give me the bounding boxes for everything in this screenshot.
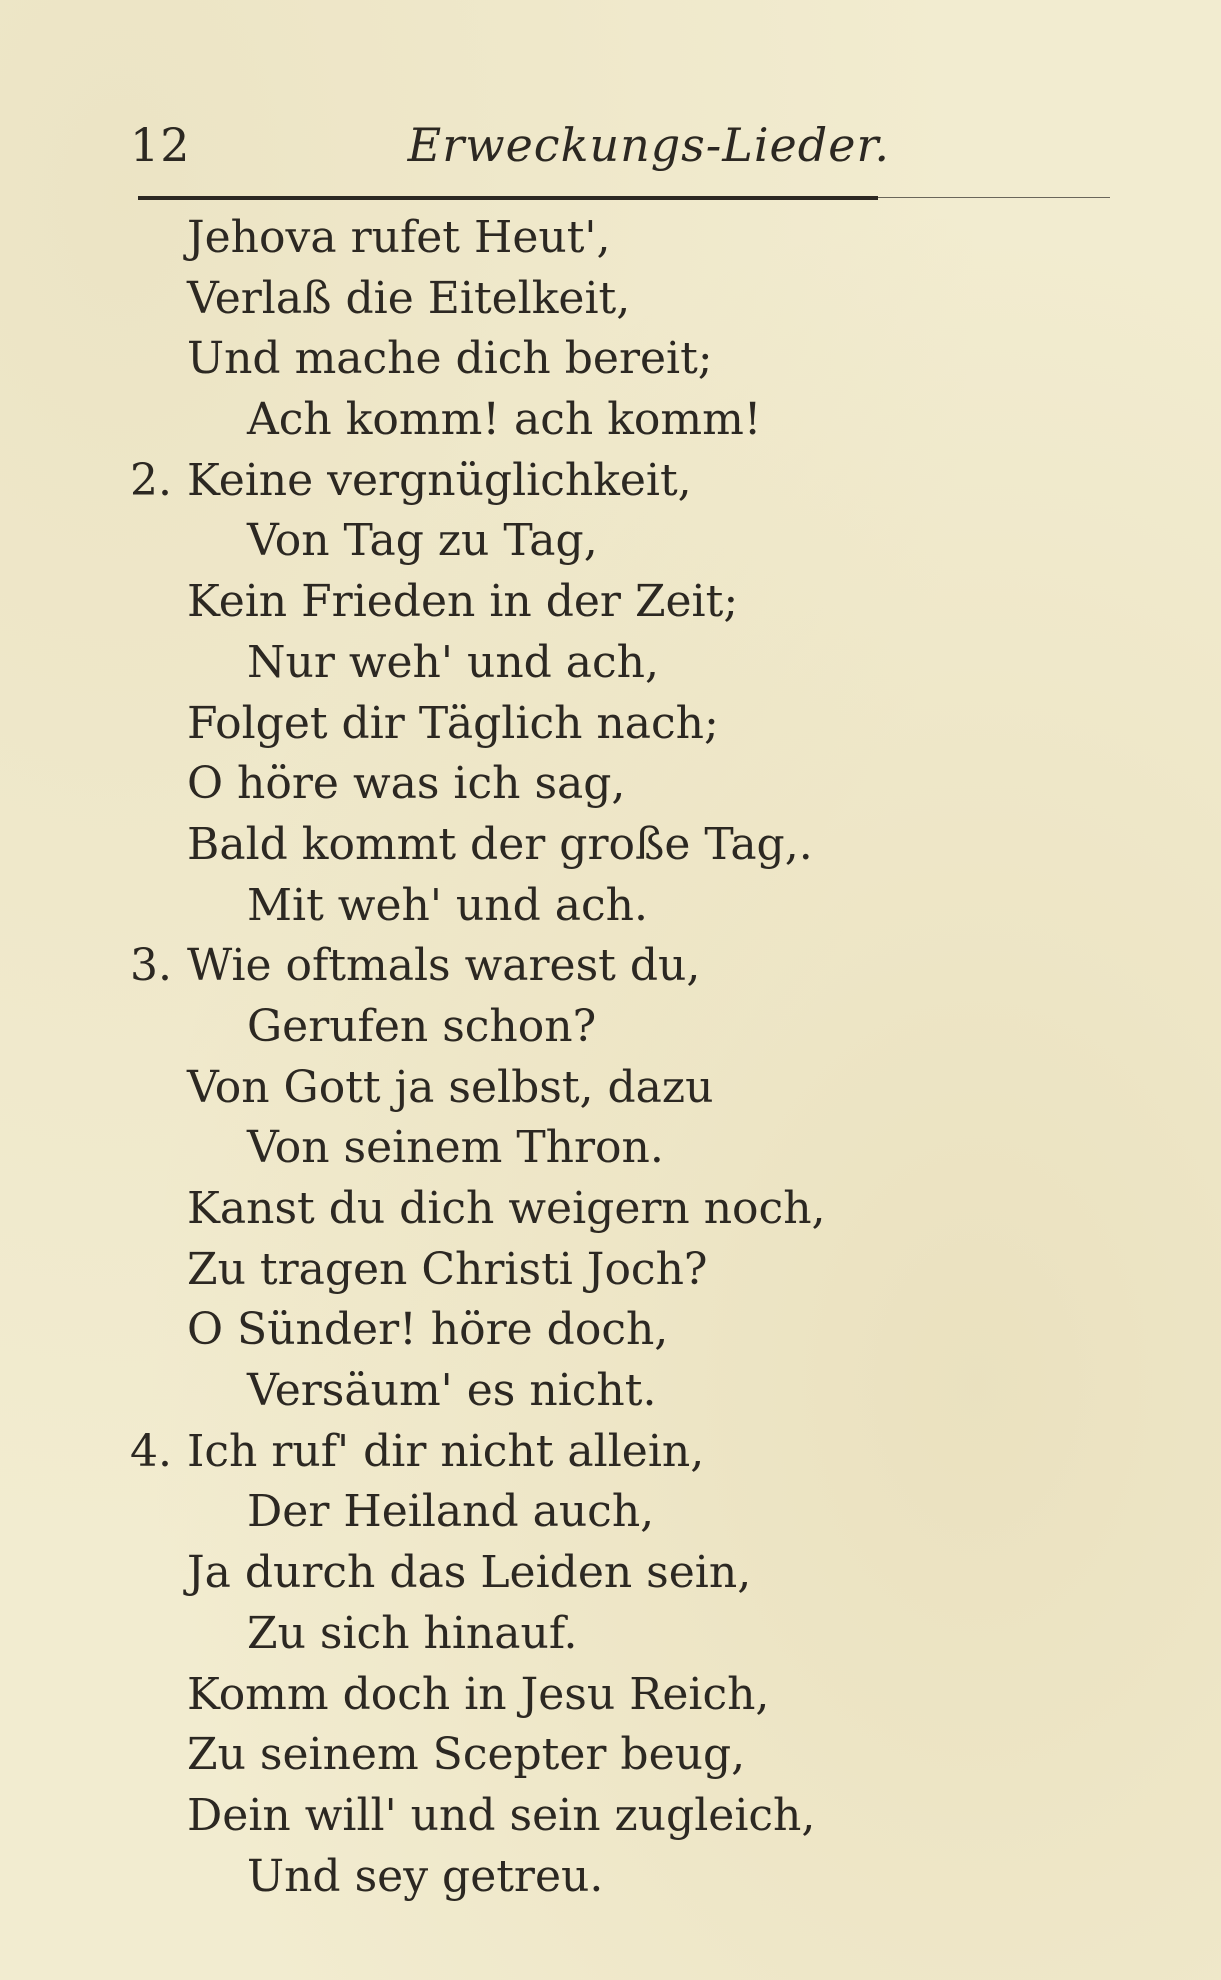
verse-line-text: Von seinem Thron.	[247, 1122, 664, 1174]
verse-line-text: Nur weh' und ach,	[247, 636, 660, 688]
verse-line-text: Bald kommt der große Tag,.	[187, 818, 813, 870]
verse-line-text: Folget dir Täglich nach;	[187, 697, 719, 749]
verse-number: 3.	[130, 940, 172, 992]
verse-line-text: Wie oftmals warest du,	[187, 940, 701, 992]
verse-line-text: Zu seinem Scepter beug,	[187, 1729, 746, 1781]
verse-line	[130, 1665, 1080, 1726]
verse-line-text: Zu tragen Christi Joch?	[187, 1243, 708, 1295]
verse-line-text: Mit weh' und ach.	[247, 879, 648, 931]
verse-line	[130, 1786, 1080, 1847]
verse-line	[130, 694, 1080, 755]
verse-line	[130, 208, 1080, 269]
verse-line-text: Der Heiland auch,	[247, 1486, 655, 1538]
verse-number: 2.	[130, 454, 172, 506]
page-header	[130, 118, 890, 178]
verse-line-text: Jehova rufet Heut',	[187, 212, 611, 263]
verse-line	[130, 997, 1080, 1058]
header-rule-tail	[878, 197, 1110, 198]
verse-line-text: Und mache dich bereit;	[187, 333, 713, 385]
verse-line	[130, 1300, 1080, 1361]
verse-line	[130, 1240, 1080, 1301]
verse-line-text: Gerufen schon?	[247, 1000, 597, 1052]
verse-line-text: Kanst du dich weigern noch,	[187, 1183, 826, 1234]
verse-line-text: Komm doch in Jesu Reich,	[187, 1668, 770, 1720]
verse-line	[130, 451, 1080, 512]
verse-line	[130, 1847, 1080, 1908]
verse-line	[130, 511, 1080, 572]
verse-line	[130, 329, 1080, 390]
verse-line	[130, 1058, 1080, 1119]
verse-line-text: Ich ruf' dir nicht allein,	[187, 1425, 705, 1477]
verse-line	[130, 1482, 1080, 1543]
verse-line	[130, 390, 1080, 451]
verse-line-text: Ja durch das Leiden sein,	[187, 1547, 752, 1599]
verse-line-text: Von Gott ja selbst, dazu	[187, 1061, 714, 1113]
verse-line-text: O Sünder! höre doch,	[187, 1304, 669, 1356]
verse-line	[130, 1543, 1080, 1604]
verse-line	[130, 815, 1080, 876]
verse-line-text: Und sey getreu.	[247, 1850, 604, 1902]
verse-line-text: Keine vergnüglichkeit,	[187, 454, 692, 506]
verse-line	[130, 1725, 1080, 1786]
verse-line	[130, 936, 1080, 997]
header-rule	[138, 196, 878, 200]
verse-line-text: Zu sich hinauf.	[247, 1607, 578, 1659]
verse-line	[130, 1604, 1080, 1665]
verse-line	[130, 269, 1080, 330]
verse-line	[130, 1118, 1080, 1179]
verse-line	[130, 572, 1080, 633]
verse-line	[130, 1422, 1080, 1483]
verse-line-text: Verlaß die Eitelkeit,	[187, 272, 631, 324]
verse-line-text: Ach komm! ach komm!	[247, 394, 762, 446]
verse-line-text: Versäum' es nicht.	[247, 1365, 657, 1417]
verse-line-text: Von Tag zu Tag,	[247, 515, 598, 567]
verse-line	[130, 876, 1080, 937]
verse-line	[130, 1361, 1080, 1422]
page-number: 12	[130, 118, 191, 172]
verse-line	[130, 754, 1080, 815]
verse-number: 4.	[130, 1425, 172, 1477]
verse-line-text: O höre was ich sag,	[187, 758, 626, 810]
verse-line	[130, 1179, 1080, 1240]
verse-line-text: Kein Frieden in der Zeit;	[187, 576, 739, 628]
verse-line-text: Dein will' und sein zugleich,	[187, 1789, 816, 1841]
verse-line	[130, 633, 1080, 694]
running-title: Erweckungs-Lieder.	[407, 118, 890, 172]
hymn-text	[130, 208, 1080, 1907]
